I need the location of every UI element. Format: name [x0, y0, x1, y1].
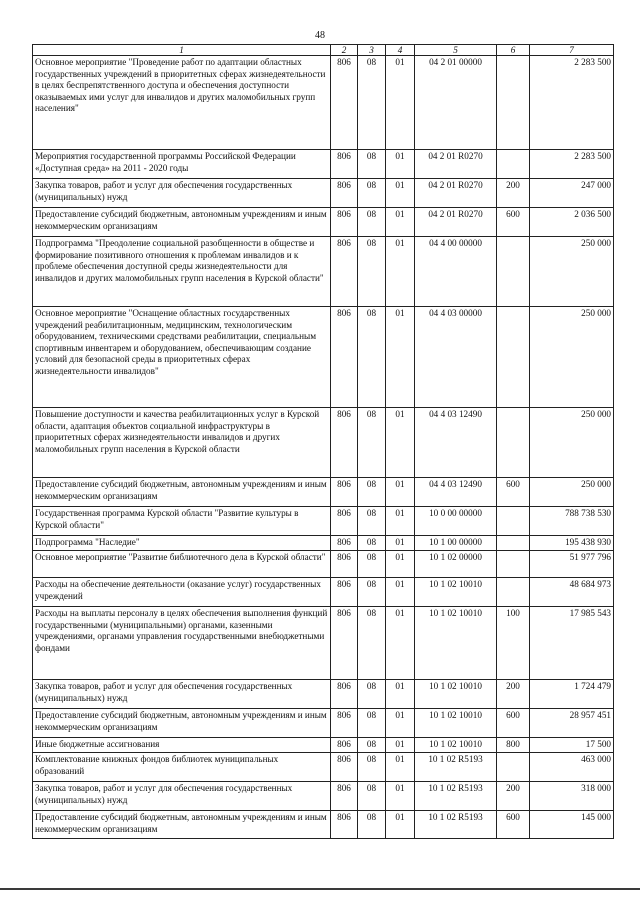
table-row: [33, 307, 614, 408]
item-name: Предоставление субсидий бюджетным, автономным учреждениям и иным некоммерческим организациям: [33, 811, 331, 839]
item-csr: 10 1 02 R5193: [415, 753, 497, 782]
item-csr: 04 4 03 12490: [415, 478, 497, 507]
item-vr: [497, 307, 530, 408]
item-sum: 48 684 973: [530, 578, 614, 607]
item-ved: 806: [331, 208, 358, 237]
item-sum: 250 000: [530, 478, 614, 507]
item-rz: 08: [358, 709, 386, 738]
table-row: [33, 738, 614, 753]
page-number: 48: [315, 30, 325, 41]
item-csr: 10 1 02 00000: [415, 551, 497, 578]
table-row: [33, 179, 614, 208]
item-vr: [497, 237, 530, 307]
item-csr: 10 1 02 10010: [415, 738, 497, 753]
table-row: [33, 709, 614, 738]
item-rz: 08: [358, 56, 386, 150]
item-csr: 10 1 02 10010: [415, 709, 497, 738]
item-ved: 806: [331, 237, 358, 307]
item-rz: 08: [358, 578, 386, 607]
bottom-divider: [0, 888, 640, 890]
item-pr: 01: [386, 811, 415, 839]
item-vr: [497, 536, 530, 551]
item-rz: 08: [358, 753, 386, 782]
table-row: [33, 408, 614, 478]
item-rz: 08: [358, 536, 386, 551]
item-name: Закупка товаров, работ и услуг для обеспечения государственных (муниципальных) нужд: [33, 179, 331, 208]
item-name: Подпрограмма "Наследие": [33, 536, 331, 551]
item-ved: 806: [331, 507, 358, 536]
item-csr: 10 1 02 R5193: [415, 811, 497, 839]
item-csr: 04 2 01 00000: [415, 56, 497, 150]
table-row: [33, 753, 614, 782]
item-vr: [497, 408, 530, 478]
item-pr: 01: [386, 578, 415, 607]
table-row: [33, 551, 614, 578]
item-name: Подпрограмма "Преодоление социальной разобщенности в обществе и формирование позитивного отношения к проблемам инвалидов и к проблеме обеспечения доступной среды жизнедеятельности для инвалидов и других маломобильных групп населения в Курской области": [33, 237, 331, 307]
item-pr: 01: [386, 237, 415, 307]
item-vr: [497, 753, 530, 782]
header-col-6: 6: [497, 45, 530, 56]
item-name: Иные бюджетные ассигнования: [33, 738, 331, 753]
item-name: Предоставление субсидий бюджетным, автономным учреждениям и иным некоммерческим организациям: [33, 478, 331, 507]
item-vr: [497, 551, 530, 578]
item-name: Предоставление субсидий бюджетным, автономным учреждениям и иным некоммерческим организациям: [33, 709, 331, 738]
item-sum: 2 283 500: [530, 150, 614, 179]
item-sum: 17 985 543: [530, 607, 614, 680]
item-vr: [497, 56, 530, 150]
item-ved: 806: [331, 551, 358, 578]
item-ved: 806: [331, 150, 358, 179]
header-col-5: 5: [415, 45, 497, 56]
item-ved: 806: [331, 709, 358, 738]
item-sum: 28 957 451: [530, 709, 614, 738]
item-sum: 247 000: [530, 179, 614, 208]
item-name: Расходы на обеспечение деятельности (оказание услуг) государственных учреждений: [33, 578, 331, 607]
item-name: Мероприятия государственной программы Российской Федерации «Доступная среда» на 2011 - 2020 годы: [33, 150, 331, 179]
item-ved: 806: [331, 307, 358, 408]
table-row: [33, 208, 614, 237]
item-sum: 2 036 500: [530, 208, 614, 237]
item-vr: 200: [497, 782, 530, 811]
item-pr: 01: [386, 307, 415, 408]
item-sum: 17 500: [530, 738, 614, 753]
item-rz: 08: [358, 811, 386, 839]
item-name: Основное мероприятие "Оснащение областных государственных учреждений реабилитационным, медицинским, технологическим оборудованием, техническими средствами реабилитации, специальным спортивным инвентарем и оборудованием, обеспечивающим создание условий для безопасной среды в приоритетных сферах жизнедеятельности инвалидов": [33, 307, 331, 408]
table-row: [33, 536, 614, 551]
table-row: [33, 607, 614, 680]
item-csr: 04 4 03 00000: [415, 307, 497, 408]
item-csr: 04 4 00 00000: [415, 237, 497, 307]
item-pr: 01: [386, 208, 415, 237]
item-vr: [497, 578, 530, 607]
item-vr: 600: [497, 709, 530, 738]
table-row: [33, 507, 614, 536]
item-name: Закупка товаров, работ и услуг для обеспечения государственных (муниципальных) нужд: [33, 680, 331, 709]
item-rz: 08: [358, 738, 386, 753]
item-rz: 08: [358, 680, 386, 709]
item-ved: 806: [331, 536, 358, 551]
table-row: [33, 150, 614, 179]
item-rz: 08: [358, 179, 386, 208]
item-pr: 01: [386, 150, 415, 179]
item-rz: 08: [358, 507, 386, 536]
item-pr: 01: [386, 753, 415, 782]
item-pr: 01: [386, 782, 415, 811]
item-name: Государственная программа Курской области "Развитие культуры в Курской области": [33, 507, 331, 536]
item-vr: 200: [497, 179, 530, 208]
item-csr: 10 1 02 R5193: [415, 782, 497, 811]
item-vr: 600: [497, 478, 530, 507]
item-rz: 08: [358, 782, 386, 811]
item-ved: 806: [331, 753, 358, 782]
item-pr: 01: [386, 680, 415, 709]
item-vr: 200: [497, 680, 530, 709]
item-rz: 08: [358, 150, 386, 179]
item-csr: 04 2 01 R0270: [415, 208, 497, 237]
item-rz: 08: [358, 208, 386, 237]
item-sum: 145 000: [530, 811, 614, 839]
item-csr: 10 1 02 10010: [415, 680, 497, 709]
item-name: Основное мероприятие "Развитие библиотечного дела в Курской области": [33, 551, 331, 578]
item-rz: 08: [358, 307, 386, 408]
item-sum: 1 724 479: [530, 680, 614, 709]
item-rz: 08: [358, 237, 386, 307]
item-ved: 806: [331, 811, 358, 839]
item-sum: 250 000: [530, 408, 614, 478]
item-csr: 04 4 03 12490: [415, 408, 497, 478]
item-vr: 100: [497, 607, 530, 680]
item-ved: 806: [331, 179, 358, 208]
item-rz: 08: [358, 408, 386, 478]
table-row: [33, 578, 614, 607]
item-pr: 01: [386, 478, 415, 507]
header-col-7: 7: [530, 45, 614, 56]
item-ved: 806: [331, 782, 358, 811]
item-vr: 600: [497, 811, 530, 839]
item-sum: 788 738 530: [530, 507, 614, 536]
header-col-1: 1: [33, 45, 331, 56]
item-csr: 04 2 01 R0270: [415, 179, 497, 208]
item-sum: 2 283 500: [530, 56, 614, 150]
item-vr: [497, 507, 530, 536]
header-col-3: 3: [358, 45, 386, 56]
table-row: [33, 811, 614, 839]
item-csr: 10 1 02 10010: [415, 578, 497, 607]
item-pr: 01: [386, 408, 415, 478]
item-csr: 10 0 00 00000: [415, 507, 497, 536]
item-ved: 806: [331, 738, 358, 753]
table-row: [33, 237, 614, 307]
table-row: [33, 56, 614, 150]
item-rz: 08: [358, 607, 386, 680]
item-sum: 195 438 930: [530, 536, 614, 551]
item-vr: 800: [497, 738, 530, 753]
item-name: Предоставление субсидий бюджетным, автономным учреждениям и иным некоммерческим организациям: [33, 208, 331, 237]
budget-table: [32, 44, 614, 839]
item-pr: 01: [386, 551, 415, 578]
item-name: Расходы на выплаты персоналу в целях обеспечения выполнения функций государственными (муниципальными) органами, казенными учреждениями, органами управления государственными внебюджетными фондами: [33, 607, 331, 680]
item-vr: 600: [497, 208, 530, 237]
item-csr: 04 2 01 R0270: [415, 150, 497, 179]
header-col-2: 2: [331, 45, 358, 56]
item-sum: 318 000: [530, 782, 614, 811]
header-col-4: 4: [386, 45, 415, 56]
item-ved: 806: [331, 56, 358, 150]
item-ved: 806: [331, 578, 358, 607]
item-csr: 10 1 02 10010: [415, 607, 497, 680]
item-pr: 01: [386, 607, 415, 680]
table-row: [33, 782, 614, 811]
item-sum: 463 000: [530, 753, 614, 782]
table-row: [33, 478, 614, 507]
item-sum: 51 977 796: [530, 551, 614, 578]
item-ved: 806: [331, 408, 358, 478]
item-ved: 806: [331, 680, 358, 709]
item-pr: 01: [386, 179, 415, 208]
item-csr: 10 1 00 00000: [415, 536, 497, 551]
item-pr: 01: [386, 536, 415, 551]
item-rz: 08: [358, 551, 386, 578]
item-sum: 250 000: [530, 237, 614, 307]
item-pr: 01: [386, 507, 415, 536]
item-name: Повышение доступности и качества реабилитационных услуг в Курской области, адаптация объектов социальной инфраструктуры в приоритетных сферах жизнедеятельности инвалидов и других маломобильных групп населения в Курской области: [33, 408, 331, 478]
item-ved: 806: [331, 478, 358, 507]
item-name: Комплектование книжных фондов библиотек муниципальных образований: [33, 753, 331, 782]
item-pr: 01: [386, 709, 415, 738]
item-name: Основное мероприятие "Проведение работ по адаптации областных государственных учреждений в приоритетных сферах жизнедеятельности в целях беспрепятственного доступа и обеспечения доступности оказываемых ими услуг для инвалидов и других маломобильных групп населения": [33, 56, 331, 150]
item-name: Закупка товаров, работ и услуг для обеспечения государственных (муниципальных) нужд: [33, 782, 331, 811]
item-vr: [497, 150, 530, 179]
item-ved: 806: [331, 607, 358, 680]
item-pr: 01: [386, 738, 415, 753]
table-row: [33, 680, 614, 709]
item-sum: 250 000: [530, 307, 614, 408]
item-pr: 01: [386, 56, 415, 150]
header-row: [33, 45, 614, 56]
item-rz: 08: [358, 478, 386, 507]
